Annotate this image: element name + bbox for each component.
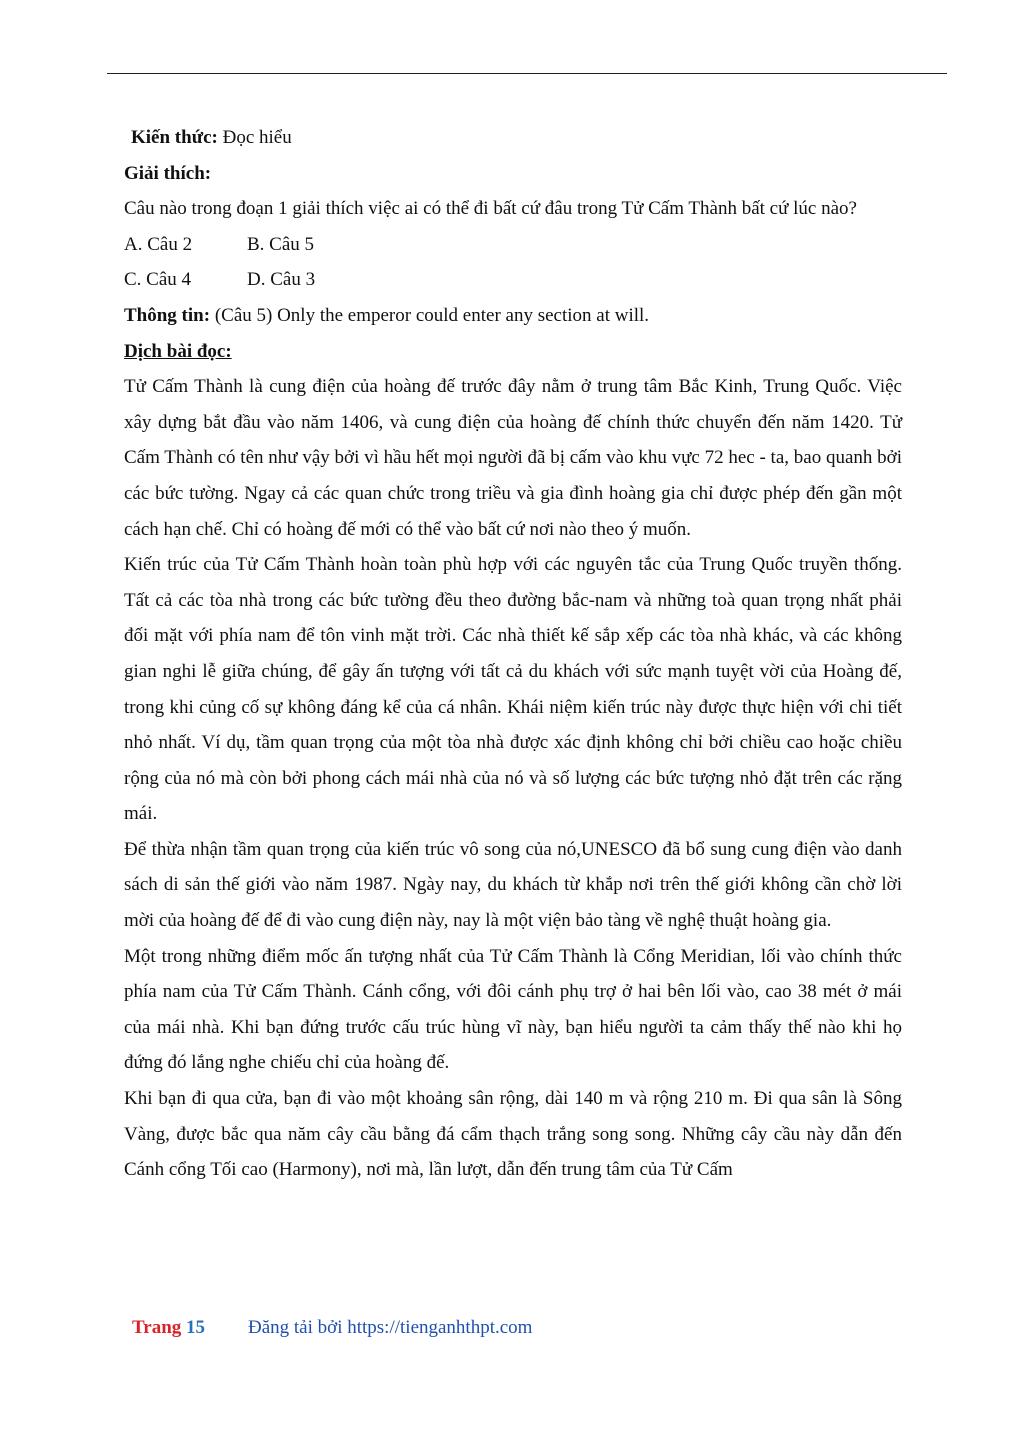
explanation-label: Giải thích: [124,162,212,184]
explanation-line [124,156,902,192]
info-label: Thông tin: [124,304,211,326]
knowledge-line [124,120,902,156]
knowledge-label: Kiến thức: [131,127,218,148]
question-text: Câu nào trong đoạn 1 giải thích việc ai có thể đi bất cứ đâu trong Tử Cấm Thành bất cứ lúc nào? [124,198,857,220]
uploaded-by-link[interactable]: Đăng tải bởi https://tienganhthpt.com [248,1317,533,1338]
option-d: D. Câu 3 [247,269,316,291]
translation-paragraph-5: Khi bạn đi qua cửa, bạn đi vào một khoảng sân rộng, dài 140 m và rộng 210 m. Đi qua sân là Sông Vàng, được bắc qua năm cây cầu bằng đá cẩm thạch trắng song song. Những cây cầu này dẫn đến Cánh cổng Tối cao (Harmony), nơi mà, lần lượt, dẫn đến trung tâm của Tử Cấm [124,1088,902,1181]
translation-paragraph-3: Để thừa nhận tầm quan trọng của kiến trúc vô song của nó,UNESCO đã bổ sung cung điện vào danh sách di sản thế giới vào năm 1987. Ngày nay, du khách từ khắp nơi trên thế giới không cần chờ lời mời của hoàng đế để đi vào cung điện này, nay là một viện bảo tàng về nghệ thuật hoàng gia. [124,838,902,932]
info-line [124,298,902,334]
page-label: Trang [132,1317,187,1338]
answer-options [124,227,902,298]
translation-paragraph-1: Tử Cấm Thành là cung điện của hoàng đế trước đây nằm ở trung tâm Bắc Kinh, Trung Quốc. Việc xây dựng bắt đầu vào năm 1406, và cung điện của hoàng đế chính thức chuyển đến năm 1420. Tử Cấm Thành có tên như vậy bởi vì hầu hết mọi người đã bị cấm vào khu vực 72 hec - ta, bao quanh bởi các bức tường. Ngay cả các quan chức trong triều và gia đình hoàng gia chỉ được phép đến gần một cách hạn chế. Chỉ có hoàng đế mới có thể vào bất cứ nơi nào theo ý muốn. [124,376,902,540]
header-divider [107,73,947,74]
page-footer [132,1314,533,1342]
option-a: A. Câu 2 [124,233,193,255]
translation-paragraph-2: Kiến trúc của Tử Cấm Thành hoàn toàn phù hợp với các nguyên tắc của Trung Quốc truyền thống. Tất cả các tòa nhà trong các bức tường đều theo đường bắc-nam và những toà quan trọng nhất phải đối mặt với phía nam để tôn vinh mặt trời. Các nhà thiết kế sắp xếp các tòa nhà khác, và các không gian nghi lễ giữa chúng, để gây ấn tượng với tất cả du khách với sức mạnh tuyệt vời của Hoàng đế, trong khi củng cố sự không đáng kể của cá nhân. Khái niệm kiến trúc này được thực hiện với chi tiết nhỏ nhất. Ví dụ, tầm quan trọng của một tòa nhà được xác định không chỉ bởi chiều cao hoặc chiều rộng của nó mà còn bởi phong cách mái nhà của nó và số lượng các bức tượng nhỏ đặt trên các rặng mái. [124,554,902,825]
translation-paragraph-4: Một trong những điểm mốc ấn tượng nhất của Tử Cấm Thành là Cổng Meridian, lối vào chính thức phía nam của Tử Cấm Thành. Cánh cổng, với đôi cánh phụ trợ ở hai bên lối vào, cao 38 mét ở mái của mái nhà. Khi bạn đứng trước cấu trúc hùng vĩ này, bạn hiểu người ta cảm thấy thế nào khi họ đứng đó lắng nghe chiếu chỉ của hoàng đế. [124,945,902,1074]
translation-heading: Dịch bài đọc: [124,340,232,362]
document-body [124,120,902,1188]
info-text: (Câu 5) Only the emperor could enter any section at will. [210,304,650,326]
option-b: B. Câu 5 [247,233,315,255]
page-number: 15 [186,1317,206,1338]
knowledge-value: Đọc hiểu [217,127,292,148]
option-c: C. Câu 4 [124,269,192,291]
translation-heading-line [124,334,902,370]
